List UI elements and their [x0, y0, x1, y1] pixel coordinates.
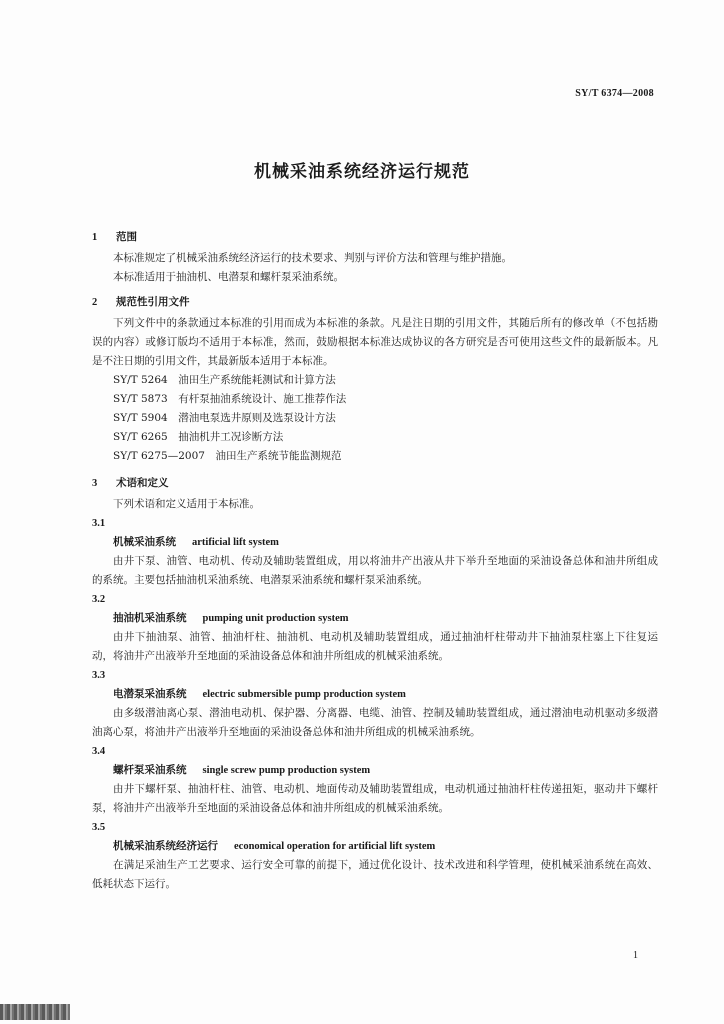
section-title: 范围: [116, 231, 137, 243]
term-heading: [92, 837, 658, 856]
page-number: 1: [633, 950, 638, 961]
reference-item: SY/T 6265 抽油机井工况诊断方法: [113, 431, 284, 443]
term-definition: 由井下螺杆泵、抽油杆柱、油管、电动机、地面传动及辅助装置组成，电动机通过抽油杆柱传递扭矩，驱动井下螺杆泵，将油井产出液举升至地面的采油设备总体和油井所组成的机械采油系统。: [92, 783, 658, 814]
term-chinese: 螺杆泵采油系统: [113, 764, 187, 776]
term-number: 3.3: [92, 670, 106, 681]
section-number: 3: [92, 478, 98, 489]
section-title: 规范性引用文件: [116, 296, 190, 308]
term-chinese: 电潜泵采油系统: [113, 688, 187, 700]
reference-item: SY/T 6275—2007 油田生产系统节能监测规范: [113, 450, 342, 462]
term-chinese: 机械采油系统: [113, 536, 176, 548]
term-english: electric submersible pump production system: [202, 689, 406, 700]
term-definition: 由井下抽油泵、油管、抽油杆柱、抽油机、电动机及辅助装置组成，通过抽油杆柱带动井下抽油泵柱塞上下往复运动，将油井产出液举升至地面的采油设备总体和油井所组成的机械采油系统。: [92, 631, 658, 662]
section-3-heading: [92, 474, 658, 493]
term-heading: [92, 533, 658, 552]
document-body: [92, 224, 658, 894]
scan-artifact: [0, 1004, 70, 1020]
section-1-heading: [92, 228, 658, 247]
term-definition: 由多级潜油离心泵、潜油电动机、保护器、分离器、电缆、油管、控制及辅助装置组成，通过潜油电动机驱动多级潜油离心泵，将油井产出液举升至地面的采油设备总体和油井所组成的机械采油系统。: [92, 707, 658, 738]
scope-paragraph: 本标准规定了机械采油系统经济运行的技术要求、判别与评价方法和管理与维护措施。: [113, 252, 512, 264]
term-heading: [92, 761, 658, 780]
references-intro-paragraph: 下列文件中的条款通过本标准的引用而成为本标准的条款。凡是注日期的引用文件，其随后所有的修改单（不包括勘误的内容）或修订版均不适用于本标准，然而，鼓励根据本标准达成协议的各方研究是否可使用这些文件的最新版本。凡是不注日期的引用文件，其最新版本适用于本标准。: [92, 317, 658, 367]
term-chinese: 抽油机采油系统: [113, 612, 187, 624]
section-number: 2: [92, 297, 98, 308]
term-english: pumping unit production system: [202, 613, 349, 624]
term-number: 3.2: [92, 594, 106, 605]
term-definition: 由井下泵、油管、电动机、传动及辅助装置组成，用以将油井产出液从井下举升至地面的采油设备总体和油井所组成的系统。主要包括抽油机采油系统、电潜泵采油系统和螺杆泵采油系统。: [92, 555, 658, 586]
term-number: 3.1: [92, 518, 106, 529]
term-english: single screw pump production system: [202, 765, 371, 776]
reference-item: SY/T 5873 有杆泵抽油系统设计、施工推荐作法: [113, 393, 347, 405]
scope-paragraph: 本标准适用于抽油机、电潜泵和螺杆泵采油系统。: [113, 271, 344, 283]
term-english: artificial lift system: [192, 537, 279, 548]
term-definition: 在满足采油生产工艺要求、运行安全可靠的前提下，通过优化设计、技术改进和科学管理，使机械采油系统在高效、低耗状态下运行。: [92, 859, 658, 890]
section-2-heading: [92, 293, 658, 312]
term-heading: [92, 609, 658, 628]
section-title: 术语和定义: [116, 477, 169, 489]
terms-intro-paragraph: 下列术语和定义适用于本标准。: [113, 498, 260, 510]
term-number: 3.5: [92, 822, 106, 833]
reference-item: SY/T 5904 潜油电泵选井原则及选泵设计方法: [113, 412, 336, 424]
term-heading: [92, 685, 658, 704]
term-chinese: 机械采油系统经济运行: [113, 840, 218, 852]
standard-code: SY/T 6374—2008: [575, 88, 654, 99]
reference-item: SY/T 5264 油田生产系统能耗测试和计算方法: [113, 374, 336, 386]
term-english: economical operation for artificial lift system: [234, 841, 436, 852]
term-number: 3.4: [92, 746, 106, 757]
section-number: 1: [92, 232, 98, 243]
document-title: 机械采油系统经济运行规范: [254, 162, 470, 182]
